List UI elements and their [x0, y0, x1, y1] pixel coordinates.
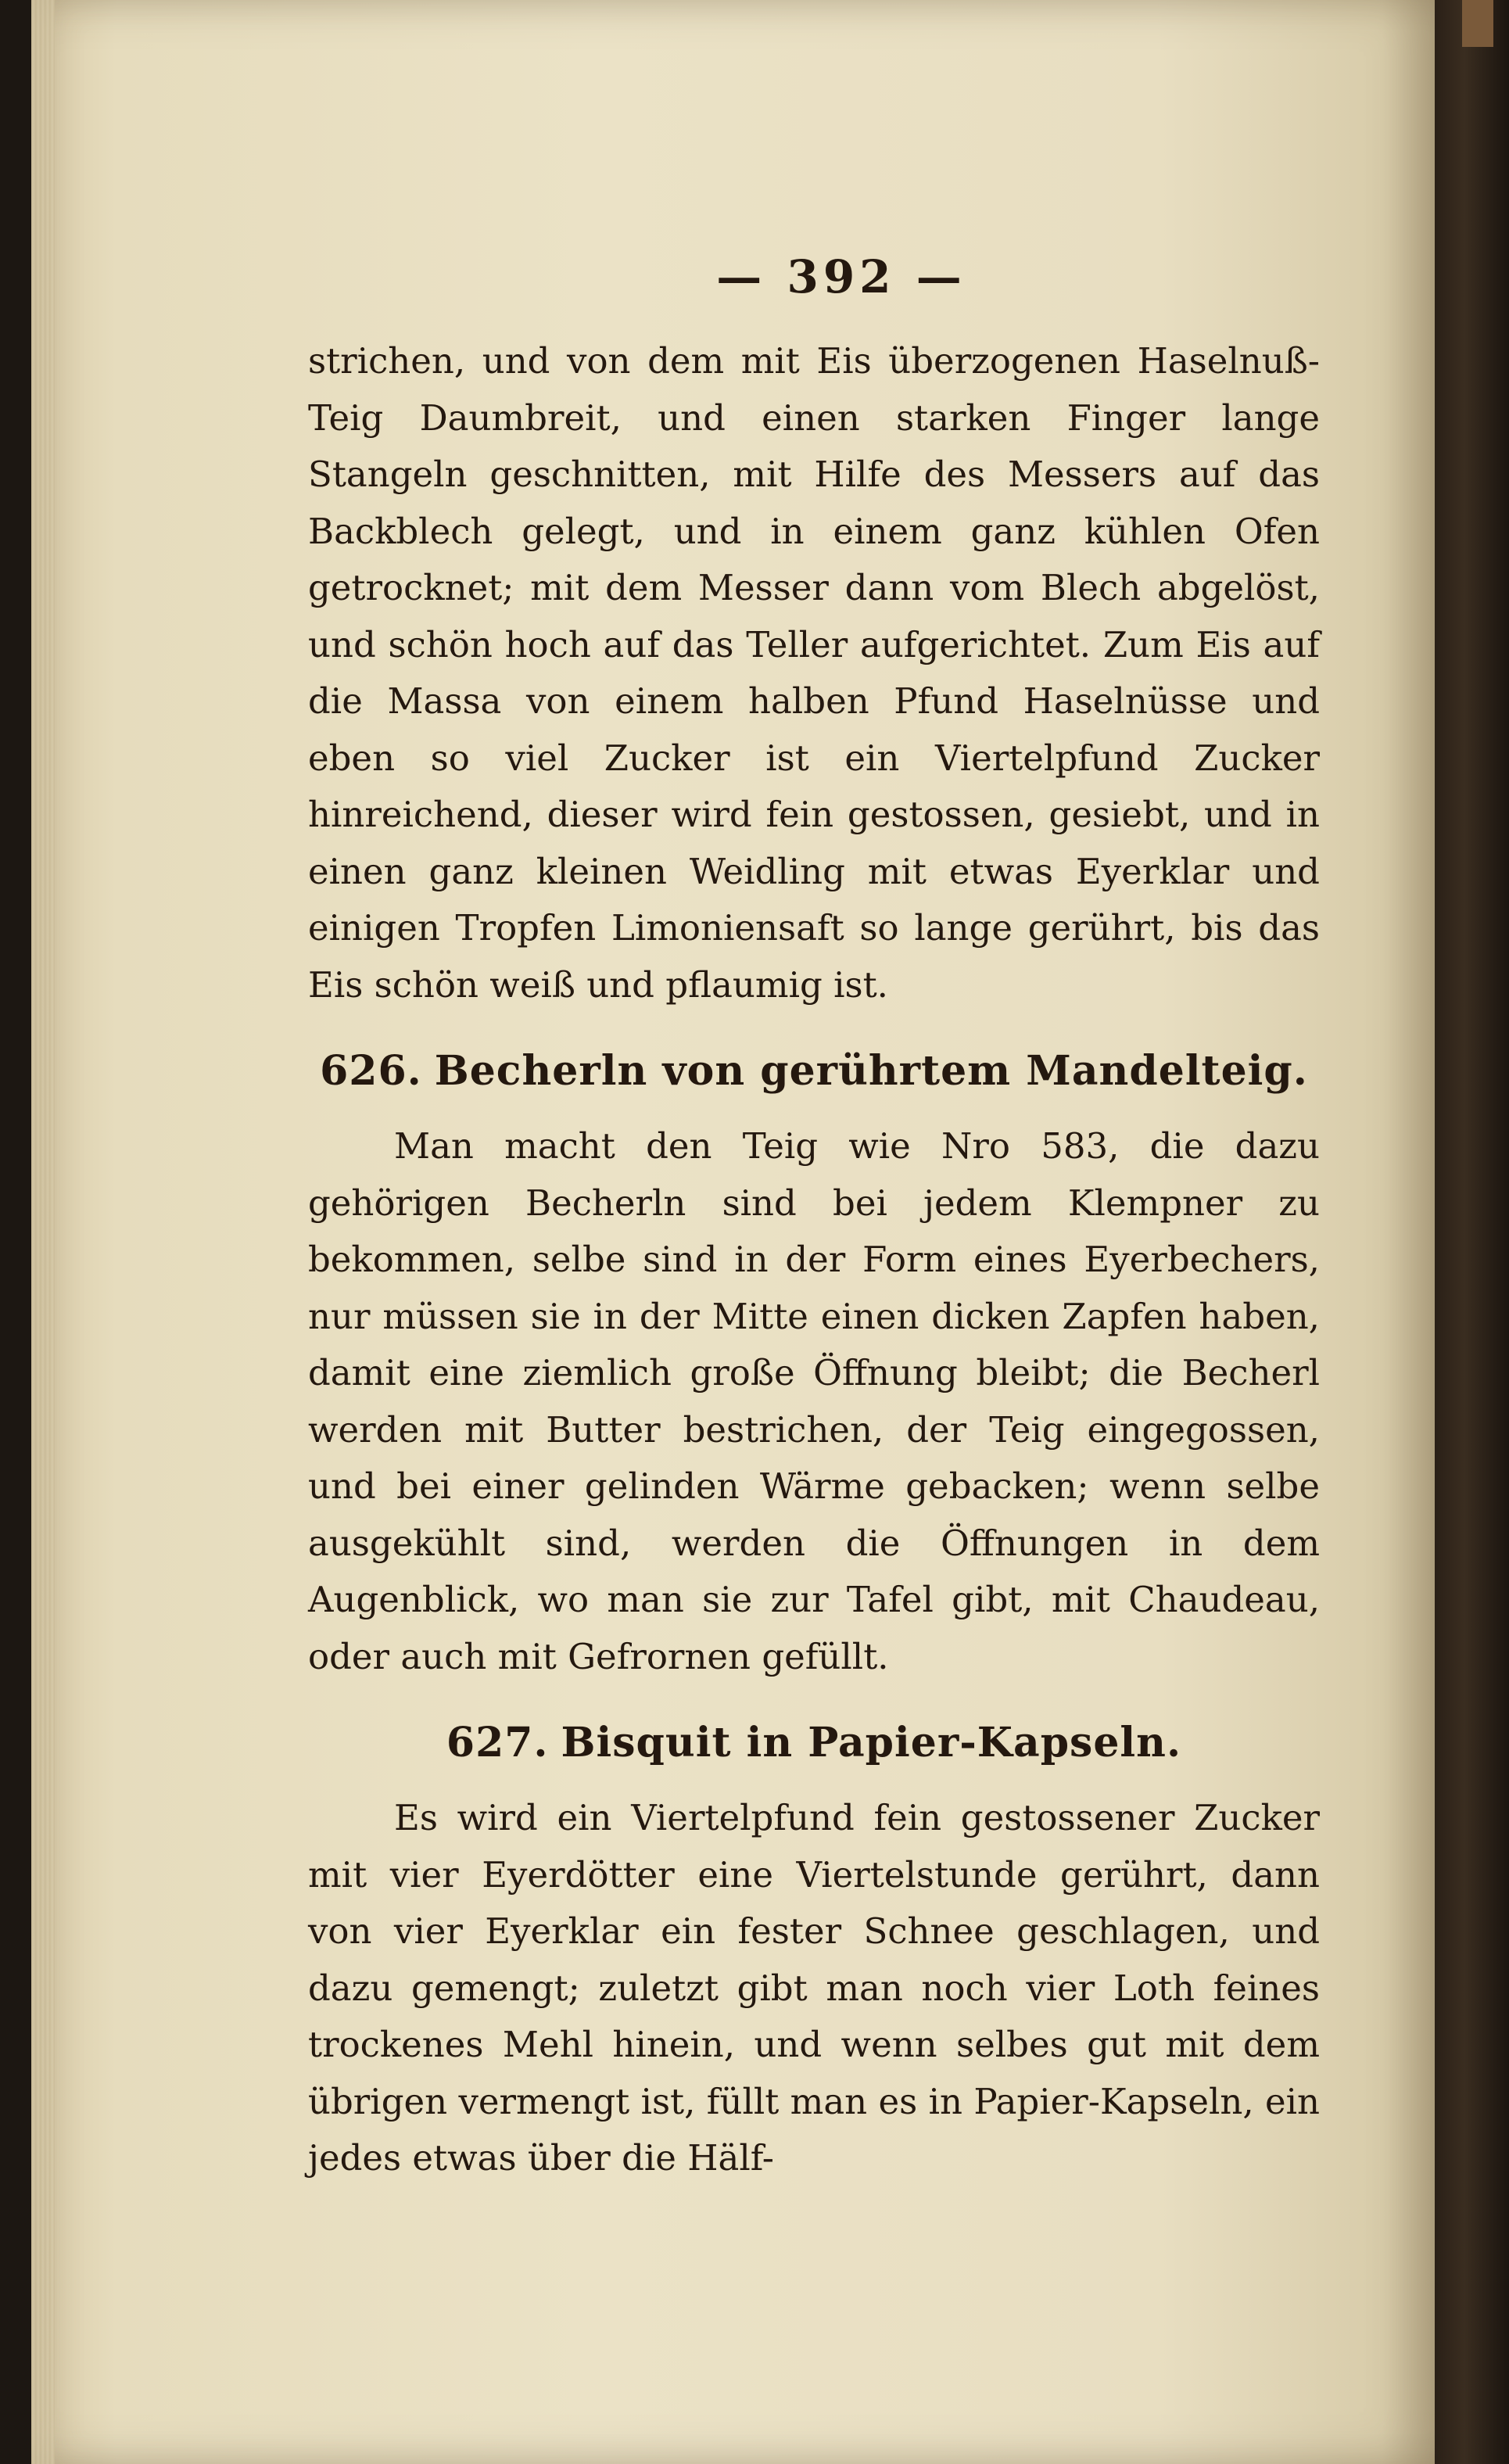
recipe-626-heading	[308, 1040, 1320, 1103]
recipe-626-body: Man macht den Teig wie Nro 583, die dazu gehörigen Becherln sind bei jedem Klempner zu bekommen, selbe sind in der Form eines Eyerbechers, nur müssen sie in der Mitte einen dicken Zapfen haben, damit eine ziemlich große Öffnung bleibt; die Becherl werden mit Butter bestrichen, der Teig eingegossen, und bei einer gelinden Wärme gebacken; wenn selbe ausgekühlt sind, werden die Öffnungen in dem Augenblick, wo man sie zur Tafel gibt, mit Chaudeau, oder auch mit Gefrornen gefüllt.	[308, 1125, 1320, 1677]
recipe-627-body: Es wird ein Viertelpfund fein gestossener Zucker mit vier Eyerdötter eine Viertelstunde gerührt, dann von vier Eyerklar ein fester Schnee geschlagen, und dazu gemengt; zuletzt gibt man noch vier Loth feines trockenes Mehl hinein, und wenn selbes gut mit dem übrigen vermengt ist, füllt man es in Papier-Kapseln, ein jedes etwas über die Hälf-	[308, 1797, 1320, 2179]
text-block	[308, 250, 1320, 2187]
recipe-626-number: 626.	[320, 1047, 422, 1095]
bookmark-ribbon	[1462, 0, 1493, 47]
page-stack-edge	[31, 0, 55, 2464]
recipe-627-heading	[308, 1712, 1320, 1774]
recipe-626-title: Becherln von gerührtem Mandelteig.	[434, 1047, 1308, 1095]
book-cover-edge	[1435, 0, 1509, 2464]
continuation-paragraph: strichen, und von dem mit Eis überzogenen Haselnuß-Teig Daumbreit, und einen starken Finger lange Stangeln geschnitten, mit Hilfe des Messers auf das Backblech gelegt, und in einem ganz kühlen Ofen getrocknet; mit dem Messer dann vom Blech abgelöst, und schön hoch auf das Teller aufgerichtet. Zum Eis auf die Massa von einem halben Pfund Haselnüsse und eben so viel Zucker ist ein Viertelpfund Zucker hinreichend, dieser wird fein gestossen, gesiebt, und in einen ganz kleinen Weidling mit etwas Eyerklar und einigen Tropfen Limoniensaft so lange gerührt, bis das Eis schön weiß und pflaumig ist.	[308, 340, 1320, 1006]
recipe-627-title: Bisquit in Papier-Kapseln.	[561, 1719, 1182, 1766]
page-number: — 392 —	[716, 250, 966, 303]
recipe-627-number: 627.	[446, 1719, 549, 1766]
